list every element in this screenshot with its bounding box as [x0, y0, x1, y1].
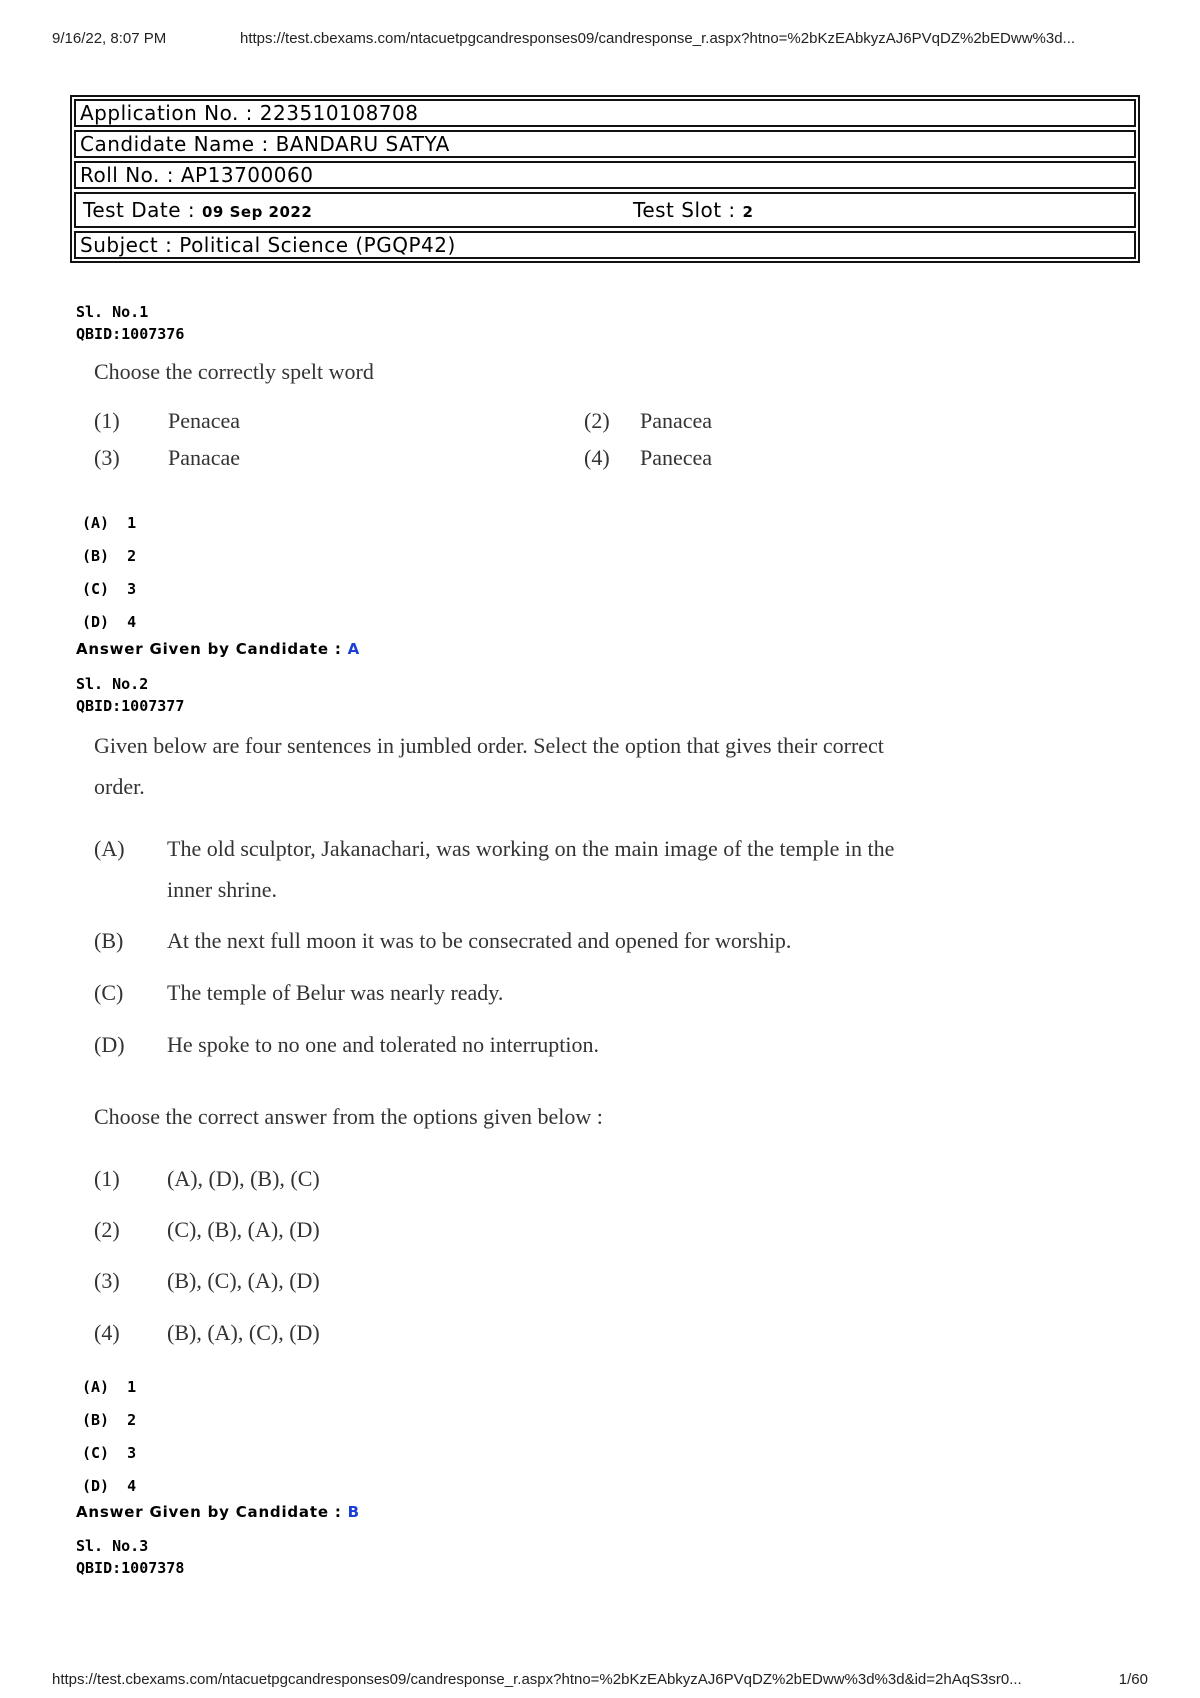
candidate-name-row	[74, 130, 1136, 158]
question-3-meta	[76, 1535, 184, 1579]
candidate-name: BANDARU SATYA	[275, 132, 450, 156]
sentence-tag: (B)	[94, 928, 124, 953]
choice-number: (2)	[584, 408, 610, 433]
candidate-name-label: Candidate Name :	[80, 132, 276, 156]
question-1-meta	[76, 301, 184, 345]
answer-value: A	[347, 640, 361, 658]
test-date: 09 Sep 2022	[202, 203, 313, 221]
application-row	[74, 99, 1136, 127]
sentence-text: The old sculptor, Jakanachari, was working on the main image of the temple in the	[167, 836, 895, 861]
choice-text: Panacea	[640, 408, 713, 433]
qbid: QBID:1007378	[76, 1559, 185, 1577]
choice-number: (1)	[94, 408, 120, 433]
choice-text: (C), (B), (A), (D)	[167, 1217, 320, 1242]
test-slot: 2	[742, 203, 754, 221]
subject: Political Science (PGQP42)	[179, 233, 456, 257]
choice-number: (2)	[94, 1217, 120, 1242]
choice-number: (3)	[94, 445, 120, 470]
answer-option: (A) 1	[82, 1378, 137, 1396]
subject-label: Subject :	[80, 233, 180, 257]
sentence-text: At the next full moon it was to be consecrated and opened for worship.	[167, 928, 792, 953]
print-footer	[52, 1671, 1148, 1688]
answer-option: (C) 3	[82, 580, 137, 598]
choice-number: (4)	[584, 445, 610, 470]
page-number: 1/60	[1118, 1671, 1148, 1688]
choice-text: Penacea	[168, 408, 241, 433]
choice-number: (3)	[94, 1268, 120, 1293]
sentence-tag: (C)	[94, 980, 124, 1005]
answer-option: (D) 4	[82, 1477, 137, 1495]
test-date-label: Test Date :	[83, 198, 202, 222]
qbid: QBID:1007377	[76, 697, 185, 715]
answer-given	[76, 640, 360, 658]
choice-text: (B), (A), (C), (D)	[167, 1320, 320, 1345]
application-number: 223510108708	[259, 101, 419, 125]
roll-number: AP13700060	[180, 163, 314, 187]
roll-row	[74, 161, 1136, 189]
choice-number: (1)	[94, 1166, 120, 1191]
qbid: QBID:1007376	[76, 325, 185, 343]
answer-option: (B) 2	[82, 1411, 137, 1429]
answer-given	[76, 1503, 360, 1521]
sentence-text: He spoke to no one and tolerated no interruption.	[167, 1032, 599, 1057]
subject-row	[74, 231, 1136, 259]
print-timestamp: 9/16/22, 8:07 PM	[52, 30, 167, 47]
answer-option: (D) 4	[82, 613, 137, 631]
test-date-row	[74, 192, 1136, 228]
test-slot-label: Test Slot :	[633, 198, 743, 222]
sentence-text-cont: inner shrine.	[167, 877, 277, 902]
roll-label: Roll No. :	[80, 163, 181, 187]
question-2-meta	[76, 673, 184, 717]
question-2-prompt: Given below are four sentences in jumbled order. Select the option that gives their correct	[94, 733, 884, 758]
question-1-prompt: Choose the correctly spelt word	[94, 359, 374, 384]
choice-number: (4)	[94, 1320, 120, 1345]
question-2-prompt-cont: order.	[94, 774, 145, 799]
choice-text: Panacae	[168, 445, 241, 470]
choice-text: (A), (D), (B), (C)	[167, 1166, 320, 1191]
sl-no: Sl. No.2	[76, 675, 149, 693]
answer-option: (B) 2	[82, 547, 137, 565]
print-url: https://test.cbexams.com/ntacuetpgcandresponses09/candresponse_r.aspx?htno=%2bKzEAbkyzAJ6PVqDZ%2bEDww%3d...	[240, 30, 1076, 47]
answer-option: (A) 1	[82, 514, 137, 532]
choice-text: (B), (C), (A), (D)	[167, 1268, 320, 1293]
answer-value: B	[347, 1503, 360, 1521]
candidate-info-table	[70, 95, 1140, 263]
choice-text: Panecea	[640, 445, 713, 470]
sentence-text: The temple of Belur was nearly ready.	[167, 980, 504, 1005]
sentence-tag: (D)	[94, 1032, 125, 1057]
question-2-instruction: Choose the correct answer from the options given below :	[94, 1104, 603, 1129]
application-label: Application No. :	[80, 101, 260, 125]
footer-url: https://test.cbexams.com/ntacuetpgcandresponses09/candresponse_r.aspx?htno=%2bKzEAbkyzAJ6PVqDZ%2bEDww%3d%3d&id=2hAqS3sr0...	[52, 1671, 1022, 1688]
sl-no: Sl. No.3	[76, 1537, 149, 1555]
answer-label: Answer Given by Candidate :	[76, 640, 348, 658]
sentence-tag: (A)	[94, 836, 125, 861]
sl-no: Sl. No.1	[76, 303, 149, 321]
answer-option: (C) 3	[82, 1444, 137, 1462]
answer-label: Answer Given by Candidate :	[76, 1503, 348, 1521]
